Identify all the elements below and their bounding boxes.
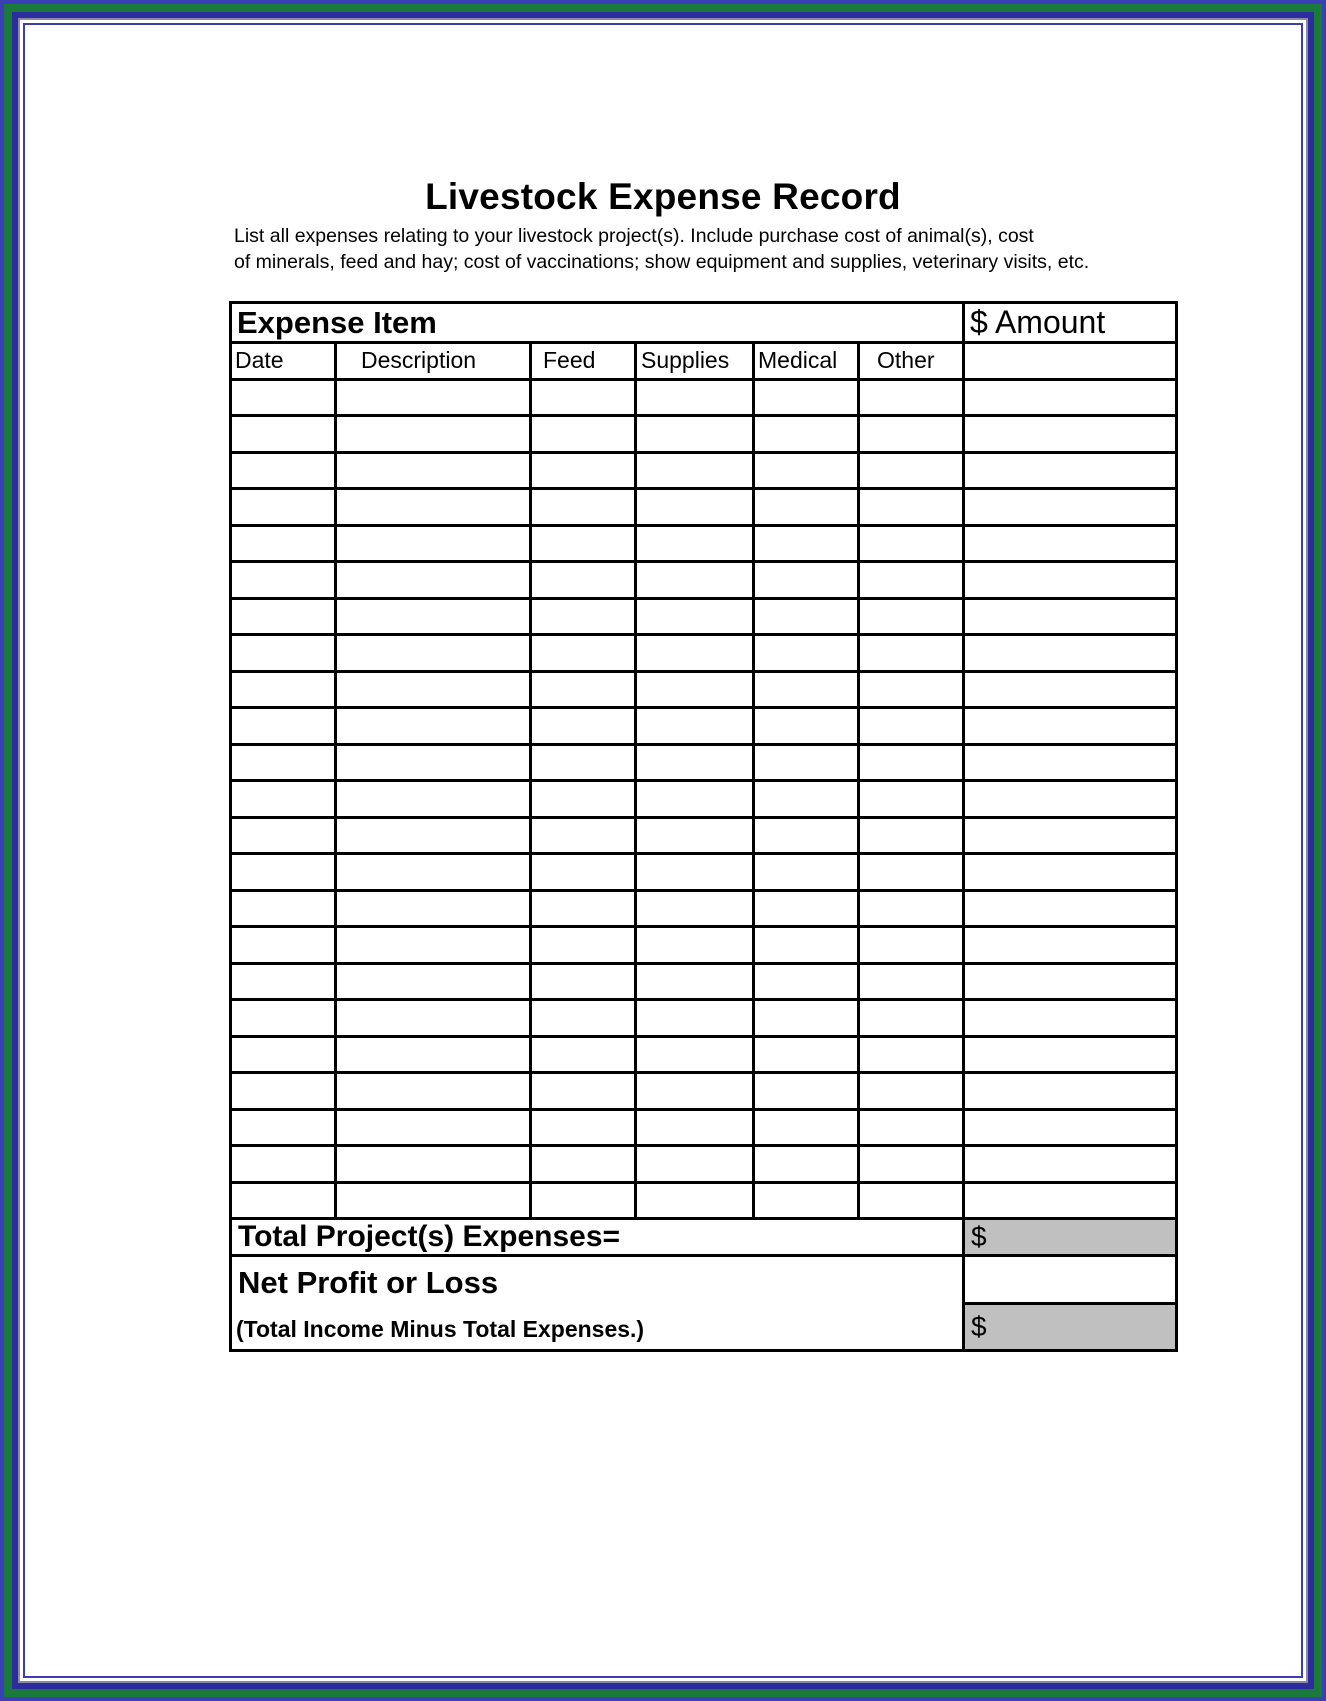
table-row bbox=[231, 1109, 1177, 1146]
entry-cell-description[interactable] bbox=[336, 1109, 531, 1146]
total-expenses-label: Total Project(s) Expenses= bbox=[231, 1219, 964, 1256]
entry-cell-amount[interactable] bbox=[964, 671, 1177, 708]
entry-cell-other[interactable] bbox=[859, 525, 964, 562]
entry-cell-amount[interactable] bbox=[964, 854, 1177, 891]
entry-cell-feed[interactable] bbox=[531, 708, 636, 745]
column-header-date: Date bbox=[231, 343, 336, 380]
entry-cell-supplies[interactable] bbox=[636, 525, 754, 562]
entry-cell-amount[interactable] bbox=[964, 744, 1177, 781]
entry-cell-amount[interactable] bbox=[964, 598, 1177, 635]
entry-cell-description[interactable] bbox=[336, 927, 531, 964]
entry-cell-medical[interactable] bbox=[754, 927, 859, 964]
table-row bbox=[231, 671, 1177, 708]
entry-cell-other[interactable] bbox=[859, 817, 964, 854]
entry-cell-description[interactable] bbox=[336, 1182, 531, 1219]
entry-cell-supplies[interactable] bbox=[636, 489, 754, 526]
table-row bbox=[231, 562, 1177, 599]
entry-cell-amount[interactable] bbox=[964, 489, 1177, 526]
net-profit-amount[interactable]: $ bbox=[965, 1302, 1175, 1349]
entry-cell-other[interactable] bbox=[859, 1000, 964, 1037]
entry-cell-amount[interactable] bbox=[964, 1000, 1177, 1037]
entry-cell-medical[interactable] bbox=[754, 489, 859, 526]
table-row bbox=[231, 744, 1177, 781]
entry-cell-amount[interactable] bbox=[964, 416, 1177, 453]
table-row bbox=[231, 416, 1177, 453]
entry-cell-date[interactable] bbox=[231, 452, 336, 489]
entry-cell-date[interactable] bbox=[231, 854, 336, 891]
entry-cell-supplies[interactable] bbox=[636, 635, 754, 672]
entry-cell-other[interactable] bbox=[859, 1146, 964, 1183]
entry-cell-medical[interactable] bbox=[754, 671, 859, 708]
expense-item-header: Expense Item bbox=[231, 303, 964, 343]
intro-text bbox=[234, 223, 1174, 275]
entry-cell-supplies[interactable] bbox=[636, 781, 754, 818]
entry-cell-description[interactable] bbox=[336, 452, 531, 489]
entry-cell-other[interactable] bbox=[859, 890, 964, 927]
entry-cell-other[interactable] bbox=[859, 963, 964, 1000]
entry-cell-description[interactable] bbox=[336, 781, 531, 818]
entry-cell-supplies[interactable] bbox=[636, 1036, 754, 1073]
entry-cell-feed[interactable] bbox=[531, 963, 636, 1000]
entry-cell-date[interactable] bbox=[231, 1146, 336, 1183]
header-row bbox=[231, 303, 1177, 343]
entry-cell-amount[interactable] bbox=[964, 1182, 1177, 1219]
entry-cell-supplies[interactable] bbox=[636, 452, 754, 489]
entry-cell-feed[interactable] bbox=[531, 1036, 636, 1073]
entry-cell-date[interactable] bbox=[231, 1036, 336, 1073]
entry-cell-other[interactable] bbox=[859, 1073, 964, 1110]
entry-cell-amount[interactable] bbox=[964, 708, 1177, 745]
entry-cell-date[interactable] bbox=[231, 562, 336, 599]
entry-cell-supplies[interactable] bbox=[636, 1000, 754, 1037]
entry-cell-feed[interactable] bbox=[531, 854, 636, 891]
entry-cell-date[interactable] bbox=[231, 1000, 336, 1037]
entry-cell-date[interactable] bbox=[231, 708, 336, 745]
column-header-amount-blank bbox=[964, 343, 1177, 380]
entry-cell-description[interactable] bbox=[336, 1000, 531, 1037]
entry-cell-description[interactable] bbox=[336, 1036, 531, 1073]
column-header-description: Description bbox=[336, 343, 531, 380]
entry-cell-date[interactable] bbox=[231, 744, 336, 781]
entry-cell-supplies[interactable] bbox=[636, 598, 754, 635]
entry-cell-medical[interactable] bbox=[754, 635, 859, 672]
entry-cell-amount[interactable] bbox=[964, 1146, 1177, 1183]
entry-cell-feed[interactable] bbox=[531, 1073, 636, 1110]
entry-cell-description[interactable] bbox=[336, 1146, 531, 1183]
entry-cell-amount[interactable] bbox=[964, 1073, 1177, 1110]
entry-cell-feed[interactable] bbox=[531, 671, 636, 708]
table-row bbox=[231, 1000, 1177, 1037]
entry-cell-supplies[interactable] bbox=[636, 963, 754, 1000]
entry-cell-supplies[interactable] bbox=[636, 671, 754, 708]
entry-cell-medical[interactable] bbox=[754, 708, 859, 745]
table-row bbox=[231, 1146, 1177, 1183]
entry-cell-description[interactable] bbox=[336, 562, 531, 599]
entry-cell-amount[interactable] bbox=[964, 817, 1177, 854]
entry-cell-medical[interactable] bbox=[754, 525, 859, 562]
entry-cell-date[interactable] bbox=[231, 635, 336, 672]
entry-cell-other[interactable] bbox=[859, 1109, 964, 1146]
entry-cell-medical[interactable] bbox=[754, 452, 859, 489]
entry-cell-date[interactable] bbox=[231, 416, 336, 453]
expense-table bbox=[229, 301, 1178, 1352]
entry-cell-feed[interactable] bbox=[531, 1000, 636, 1037]
table-row bbox=[231, 598, 1177, 635]
entry-cell-description[interactable] bbox=[336, 671, 531, 708]
entry-cell-medical[interactable] bbox=[754, 963, 859, 1000]
entry-cell-date[interactable] bbox=[231, 927, 336, 964]
entry-cell-medical[interactable] bbox=[754, 1182, 859, 1219]
entry-cell-date[interactable] bbox=[231, 1073, 336, 1110]
total-expenses-amount[interactable]: $ bbox=[964, 1219, 1177, 1256]
entry-cell-date[interactable] bbox=[231, 489, 336, 526]
table-row bbox=[231, 963, 1177, 1000]
entry-cell-feed[interactable] bbox=[531, 744, 636, 781]
table-row bbox=[231, 817, 1177, 854]
entry-cell-medical[interactable] bbox=[754, 562, 859, 599]
entry-cell-amount[interactable] bbox=[964, 1109, 1177, 1146]
table-row bbox=[231, 854, 1177, 891]
document-title: Livestock Expense Record bbox=[425, 176, 901, 217]
entry-cell-supplies[interactable] bbox=[636, 1182, 754, 1219]
entry-cell-description[interactable] bbox=[336, 525, 531, 562]
entry-cell-other[interactable] bbox=[859, 635, 964, 672]
entry-cell-description[interactable] bbox=[336, 379, 531, 416]
table-row bbox=[231, 1073, 1177, 1110]
entry-cell-amount[interactable] bbox=[964, 963, 1177, 1000]
entry-cell-other[interactable] bbox=[859, 781, 964, 818]
entry-cell-supplies[interactable] bbox=[636, 562, 754, 599]
entry-cell-feed[interactable] bbox=[531, 452, 636, 489]
entry-cell-date[interactable] bbox=[231, 817, 336, 854]
column-header-feed: Feed bbox=[531, 343, 636, 380]
entry-cell-feed[interactable] bbox=[531, 416, 636, 453]
entry-cell-other[interactable] bbox=[859, 854, 964, 891]
entry-cell-supplies[interactable] bbox=[636, 1073, 754, 1110]
entry-cell-other[interactable] bbox=[859, 1036, 964, 1073]
entry-cell-feed[interactable] bbox=[531, 1146, 636, 1183]
entry-cell-other[interactable] bbox=[859, 379, 964, 416]
column-header-other: Other bbox=[859, 343, 964, 380]
entry-cell-amount[interactable] bbox=[964, 452, 1177, 489]
entry-cell-medical[interactable] bbox=[754, 1109, 859, 1146]
entry-cell-feed[interactable] bbox=[531, 1109, 636, 1146]
entry-cell-description[interactable] bbox=[336, 963, 531, 1000]
entry-cell-medical[interactable] bbox=[754, 1000, 859, 1037]
entry-cell-feed[interactable] bbox=[531, 598, 636, 635]
net-profit-sublabel: (Total Income Minus Total Expenses.) bbox=[236, 1316, 645, 1342]
entry-cell-description[interactable] bbox=[336, 416, 531, 453]
entry-cell-medical[interactable] bbox=[754, 1146, 859, 1183]
entry-cell-supplies[interactable] bbox=[636, 854, 754, 891]
entry-cell-description[interactable] bbox=[336, 598, 531, 635]
entry-cell-feed[interactable] bbox=[531, 635, 636, 672]
entry-cell-date[interactable] bbox=[231, 671, 336, 708]
entry-cell-description[interactable] bbox=[336, 744, 531, 781]
table-row bbox=[231, 708, 1177, 745]
entry-cell-supplies[interactable] bbox=[636, 708, 754, 745]
table-row bbox=[231, 890, 1177, 927]
entry-cell-amount[interactable] bbox=[964, 562, 1177, 599]
column-header-row bbox=[231, 343, 1177, 380]
column-header-medical: Medical bbox=[754, 343, 859, 380]
entry-cell-medical[interactable] bbox=[754, 781, 859, 818]
entry-cell-other[interactable] bbox=[859, 489, 964, 526]
entry-cell-supplies[interactable] bbox=[636, 416, 754, 453]
entry-cell-other[interactable] bbox=[859, 598, 964, 635]
entry-cell-supplies[interactable] bbox=[636, 1146, 754, 1183]
entry-cell-feed[interactable] bbox=[531, 489, 636, 526]
table-row bbox=[231, 635, 1177, 672]
entry-cell-other[interactable] bbox=[859, 452, 964, 489]
entry-cell-medical[interactable] bbox=[754, 1073, 859, 1110]
entry-cell-amount[interactable] bbox=[964, 927, 1177, 964]
entry-cell-medical[interactable] bbox=[754, 1036, 859, 1073]
entry-cell-feed[interactable] bbox=[531, 781, 636, 818]
entry-cell-amount[interactable] bbox=[964, 379, 1177, 416]
entry-cell-medical[interactable] bbox=[754, 817, 859, 854]
net-profit-row bbox=[231, 1256, 1177, 1351]
entry-cell-supplies[interactable] bbox=[636, 379, 754, 416]
entry-cell-date[interactable] bbox=[231, 963, 336, 1000]
entry-cell-feed[interactable] bbox=[531, 890, 636, 927]
entry-cell-amount[interactable] bbox=[964, 890, 1177, 927]
entry-cell-amount[interactable] bbox=[964, 781, 1177, 818]
entry-cell-date[interactable] bbox=[231, 781, 336, 818]
entry-cell-other[interactable] bbox=[859, 927, 964, 964]
intro-line: List all expenses relating to your livestock project(s). Include purchase cost of animal(s), cost bbox=[234, 225, 1034, 247]
entry-cell-description[interactable] bbox=[336, 635, 531, 672]
entry-cell-description[interactable] bbox=[336, 890, 531, 927]
entry-cell-supplies[interactable] bbox=[636, 890, 754, 927]
table-row bbox=[231, 525, 1177, 562]
entry-cell-description[interactable] bbox=[336, 708, 531, 745]
entry-cell-other[interactable] bbox=[859, 562, 964, 599]
net-profit-label-cell bbox=[231, 1256, 964, 1351]
entry-cell-other[interactable] bbox=[859, 708, 964, 745]
entry-cell-description[interactable] bbox=[336, 489, 531, 526]
entry-cell-medical[interactable] bbox=[754, 598, 859, 635]
column-header-supplies: Supplies bbox=[636, 343, 754, 380]
net-profit-label: Net Profit or Loss bbox=[238, 1265, 499, 1300]
entry-cell-medical[interactable] bbox=[754, 416, 859, 453]
entry-cell-feed[interactable] bbox=[531, 379, 636, 416]
entry-cell-description[interactable] bbox=[336, 854, 531, 891]
table-row bbox=[231, 927, 1177, 964]
entry-cell-supplies[interactable] bbox=[636, 927, 754, 964]
entry-cell-amount[interactable] bbox=[964, 635, 1177, 672]
entry-cell-other[interactable] bbox=[859, 416, 964, 453]
entry-cell-supplies[interactable] bbox=[636, 817, 754, 854]
table-row bbox=[231, 781, 1177, 818]
total-row bbox=[231, 1219, 1177, 1256]
entry-cell-feed[interactable] bbox=[531, 927, 636, 964]
entry-cell-description[interactable] bbox=[336, 817, 531, 854]
entry-cell-feed[interactable] bbox=[531, 562, 636, 599]
entry-cell-supplies[interactable] bbox=[636, 744, 754, 781]
entry-cell-other[interactable] bbox=[859, 1182, 964, 1219]
entry-cell-date[interactable] bbox=[231, 379, 336, 416]
table-row bbox=[231, 1036, 1177, 1073]
entry-cell-supplies[interactable] bbox=[636, 1109, 754, 1146]
entry-cell-feed[interactable] bbox=[531, 817, 636, 854]
table-row bbox=[231, 452, 1177, 489]
net-profit-amount-cell bbox=[964, 1256, 1177, 1351]
entry-cell-description[interactable] bbox=[336, 1073, 531, 1110]
entry-cell-amount[interactable] bbox=[964, 1036, 1177, 1073]
entry-cell-date[interactable] bbox=[231, 525, 336, 562]
entry-cell-feed[interactable] bbox=[531, 525, 636, 562]
entry-cell-amount[interactable] bbox=[964, 525, 1177, 562]
entry-cell-date[interactable] bbox=[231, 598, 336, 635]
intro-line: of minerals, feed and hay; cost of vaccinations; show equipment and supplies, veterinary visits, etc. bbox=[234, 251, 1090, 273]
entry-cell-medical[interactable] bbox=[754, 854, 859, 891]
entry-cell-feed[interactable] bbox=[531, 1182, 636, 1219]
table-row bbox=[231, 489, 1177, 526]
entry-cell-date[interactable] bbox=[231, 1109, 336, 1146]
table-row bbox=[231, 1182, 1177, 1219]
entry-cell-medical[interactable] bbox=[754, 379, 859, 416]
amount-header: $ Amount bbox=[964, 303, 1177, 343]
table-row bbox=[231, 379, 1177, 416]
entry-cell-medical[interactable] bbox=[754, 744, 859, 781]
entry-cell-other[interactable] bbox=[859, 671, 964, 708]
entry-cell-date[interactable] bbox=[231, 890, 336, 927]
entry-cell-medical[interactable] bbox=[754, 890, 859, 927]
entry-cell-date[interactable] bbox=[231, 1182, 336, 1219]
entry-cell-other[interactable] bbox=[859, 744, 964, 781]
